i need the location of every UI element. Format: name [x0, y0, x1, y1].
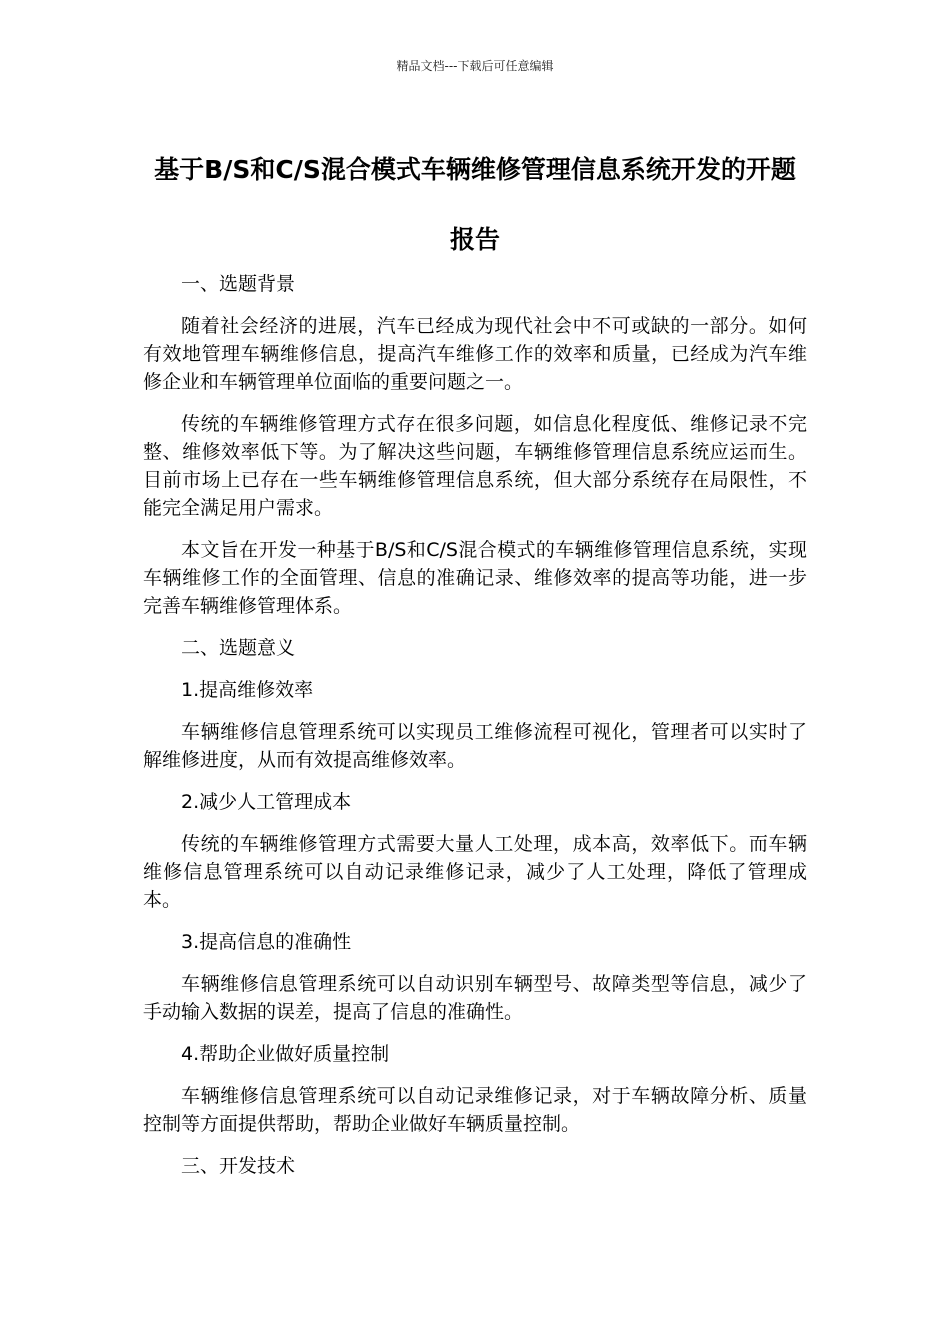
section-heading-background: 一、选题背景	[181, 273, 296, 295]
subheading: 1.提高维修效率	[181, 679, 314, 701]
subheading: 4.帮助企业做好质量控制	[181, 1043, 390, 1065]
document-body	[143, 270, 807, 1194]
paragraph: 车辆维修信息管理系统可以自动记录维修记录，对于车辆故障分析、质量控制等方面提供帮助，帮助企业做好车辆质量控制。	[143, 1085, 807, 1135]
section-heading-technology: 三、开发技术	[181, 1155, 296, 1177]
paragraph: 传统的车辆维修管理方式存在很多问题，如信息化程度低、维修记录不完整、维修效率低下等。为了解决这些问题，车辆维修管理信息系统应运而生。目前市场上已存在一些车辆维修管理信息系统，但大部分系统存在局限性，不能完全满足用户需求。	[143, 413, 807, 519]
paragraph: 传统的车辆维修管理方式需要大量人工处理，成本高，效率低下。而车辆维修信息管理系统可以自动记录维修记录，减少了人工处理，降低了管理成本。	[143, 833, 807, 911]
subheading: 2.减少人工管理成本	[181, 791, 352, 813]
paragraph: 随着社会经济的进展，汽车已经成为现代社会中不可或缺的一部分。如何有效地管理车辆维修信息，提高汽车维修工作的效率和质量，已经成为汽车维修企业和车辆管理单位面临的重要问题之一。	[143, 315, 807, 393]
document-title: 基于B/S和C/S混合模式车辆维修管理信息系统开发的开题报告	[154, 155, 796, 254]
paragraph: 车辆维修信息管理系统可以实现员工维修流程可视化，管理者可以实时了解维修进度，从而有效提高维修效率。	[143, 721, 807, 771]
paragraph: 本文旨在开发一种基于B/S和C/S混合模式的车辆维修管理信息系统，实现车辆维修工作的全面管理、信息的准确记录、维修效率的提高等功能，进一步完善车辆维修管理体系。	[143, 539, 807, 617]
subheading: 3.提高信息的准确性	[181, 931, 352, 953]
section-heading-significance: 二、选题意义	[181, 637, 296, 659]
paragraph: 车辆维修信息管理系统可以自动识别车辆型号、故障类型等信息，减少了手动输入数据的误差，提高了信息的准确性。	[143, 973, 807, 1023]
page-header: 精品文档---下载后可任意编辑	[396, 59, 554, 73]
